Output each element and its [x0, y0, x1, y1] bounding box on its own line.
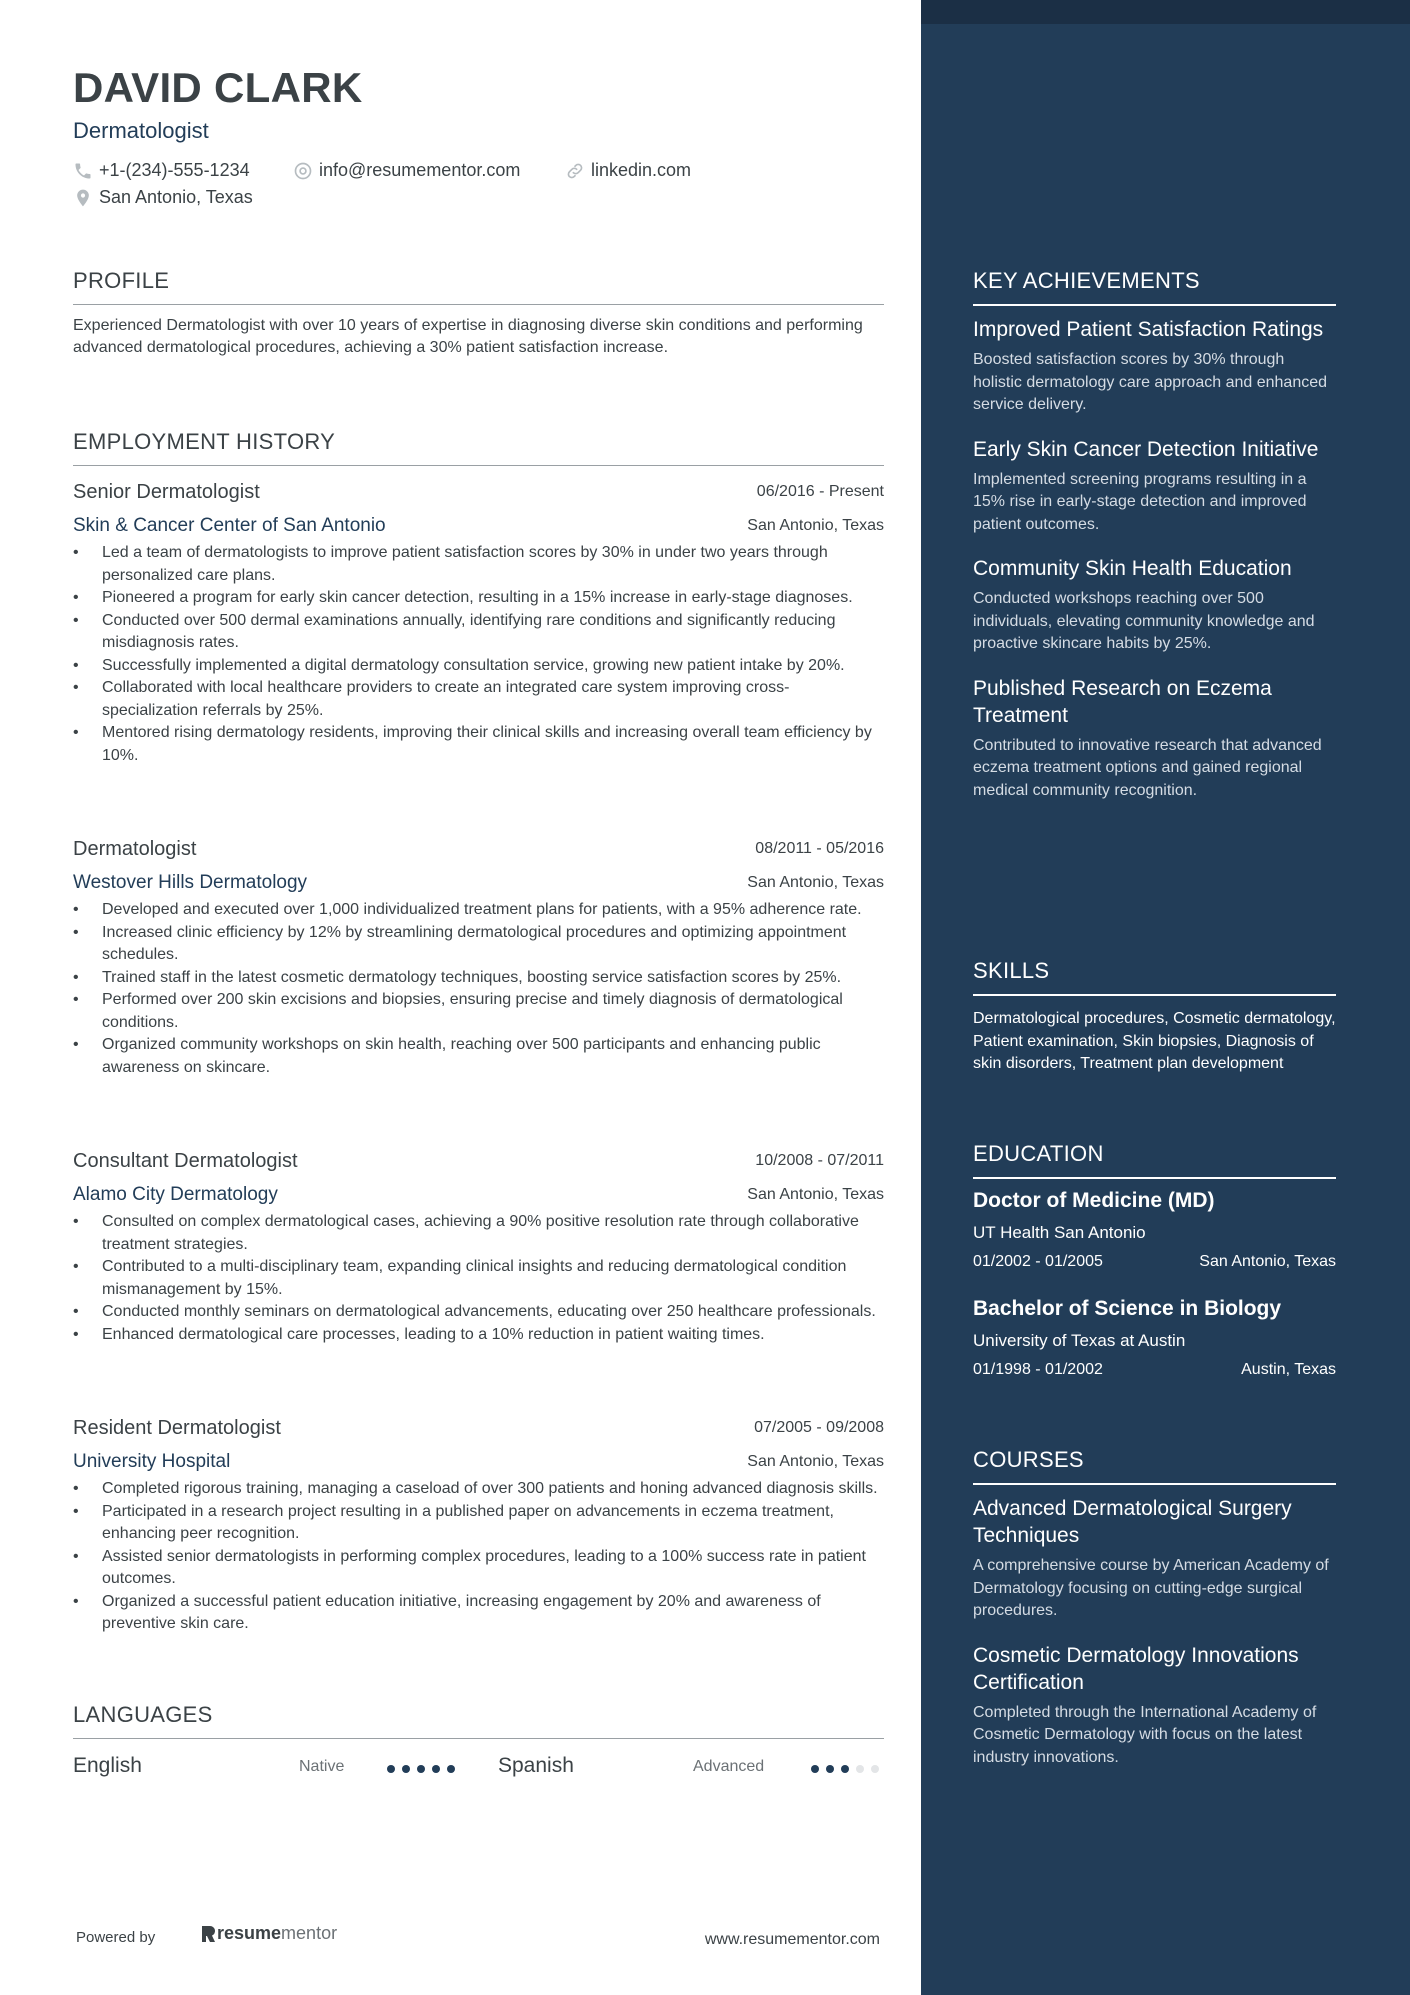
job-bullet: • Organized community workshops on skin health, reaching over 500 participants and enhancing public awareness on skincare. [73, 1034, 884, 1079]
education-degree: Doctor of Medicine (MD) [973, 1189, 1215, 1212]
job-bullet: • Enhanced dermatological care processes, leading to a 10% reduction in patient waiting times. [73, 1324, 884, 1347]
rating-dot-filled [387, 1765, 395, 1773]
languages-section [73, 1702, 884, 1739]
linkedin-text: linkedin.com [591, 160, 692, 180]
achievement-desc: Contributed to innovative research that advanced eczema treatment options and gained regional medical community recognition. [973, 736, 1322, 799]
language-rating [387, 1765, 455, 1773]
education-degree: Bachelor of Science in Biology [973, 1297, 1282, 1320]
languages-list [73, 1754, 884, 1784]
rating-dot-filled [811, 1765, 819, 1773]
location-text: San Antonio, Texas [99, 187, 253, 207]
job-bullets [73, 542, 884, 767]
rating-dot-filled [417, 1765, 425, 1773]
skills-heading: SKILLS [973, 958, 1050, 983]
education-heading: EDUCATION [973, 1141, 1104, 1166]
job-entry [73, 1417, 884, 1636]
achievement-desc: Conducted workshops reaching over 500 individuals, elevating community knowledge and proactive skincare habits by 25%. [973, 590, 1315, 652]
language-name: Spanish [498, 1754, 574, 1777]
job-bullet: • Led a team of dermatologists to improve patient satisfaction scores by 30% in under two years through personalized care plans. [73, 542, 884, 587]
language-level: Advanced [693, 1758, 765, 1775]
achievement-title: Early Skin Cancer Detection Initiative [973, 437, 1319, 461]
language-name: English [73, 1754, 142, 1777]
education-location: San Antonio, Texas [1199, 1253, 1336, 1270]
phone-text: +1-(234)-555-1234 [99, 160, 250, 180]
at-icon [293, 161, 313, 181]
courses-heading: COURSES [973, 1447, 1084, 1472]
powered-by-text: Powered by [76, 1929, 156, 1946]
job-bullet: • Mentored rising dermatology residents, improving their clinical skills and increasing overall team efficiency by 10%. [73, 722, 884, 767]
section-divider [973, 1177, 1336, 1179]
sidebar-top-band [921, 0, 1410, 24]
job-role: Senior Dermatologist [73, 481, 260, 503]
resumementor-logo[interactable] [199, 1923, 337, 1944]
job-bullets [73, 1478, 884, 1636]
language-rating [811, 1765, 879, 1773]
profile-section [73, 268, 884, 359]
job-entry [73, 1150, 884, 1346]
job-location: San Antonio, Texas [747, 517, 884, 534]
email-text: info@resumementor.com [319, 160, 521, 180]
contact-linkedin[interactable] [565, 160, 691, 181]
job-bullets [73, 1211, 884, 1346]
section-divider [73, 465, 884, 466]
job-bullet: • Increased clinic efficiency by 12% by streamlining dermatological procedures and optimizing appointment schedules. [73, 922, 884, 967]
section-divider [973, 994, 1336, 996]
job-bullet: • Pioneered a program for early skin cancer detection, resulting in a 15% increase in early-stage diagnoses. [73, 587, 884, 610]
job-bullet: • Successfully implemented a digital dermatology consultation service, growing new patient intake by 20%. [73, 655, 884, 678]
footer [73, 1915, 884, 1948]
section-divider [73, 1738, 884, 1739]
section-divider [973, 304, 1336, 306]
job-location: San Antonio, Texas [747, 1186, 884, 1203]
job-bullets [73, 899, 884, 1079]
section-divider [73, 304, 884, 305]
job-company: Westover Hills Dermatology [73, 872, 308, 893]
education-section [973, 1141, 1336, 1383]
job-bullet: • Conducted over 500 dermal examinations annually, identifying rare conditions and significantly reducing misdiagnosis rates. [73, 610, 884, 655]
rating-dot-filled [402, 1765, 410, 1773]
job-role: Resident Dermatologist [73, 1417, 281, 1439]
course-desc: Completed through the International Academy of Cosmetic Dermatology with focus on the latest industry innovations. [973, 1703, 1317, 1766]
logo-text-bold: resume [217, 1923, 282, 1943]
job-role: Consultant Dermatologist [73, 1150, 298, 1172]
rating-dot-filled [826, 1765, 834, 1773]
education-school: University of Texas at Austin [973, 1331, 1186, 1350]
rating-dot-filled [447, 1765, 455, 1773]
section-divider [973, 1483, 1336, 1485]
achievements-section [973, 268, 1336, 802]
link-icon [565, 161, 585, 181]
achievements-heading: KEY ACHIEVEMENTS [973, 268, 1200, 293]
rating-dot-empty [871, 1765, 879, 1773]
achievement-desc: Boosted satisfaction scores by 30% through holistic dermatology care approach and enhanced service delivery. [973, 351, 1328, 413]
achievement-title: Improved Patient Satisfaction Ratings [973, 318, 1324, 341]
skills-section [973, 958, 1336, 1076]
profile-heading: PROFILE [73, 268, 170, 293]
job-dates: 06/2016 - Present [756, 483, 884, 500]
rating-dot-filled [841, 1765, 849, 1773]
education-location: Austin, Texas [1241, 1361, 1336, 1378]
courses-section [973, 1447, 1336, 1769]
contact-email[interactable] [293, 160, 520, 181]
job-dates: 07/2005 - 09/2008 [754, 1419, 884, 1436]
contact-location [73, 187, 253, 208]
location-pin-icon [73, 188, 93, 208]
resumementor-logo-icon [199, 1924, 217, 1944]
job-location: San Antonio, Texas [747, 874, 884, 891]
logo-text-rest: mentor [281, 1923, 338, 1943]
employment-heading: EMPLOYMENT HISTORY [73, 429, 336, 454]
job-dates: 10/2008 - 07/2011 [755, 1152, 884, 1169]
rating-dot-filled [432, 1765, 440, 1773]
sidebar [921, 0, 1410, 1995]
job-company: Skin & Cancer Center of San Antonio [73, 515, 386, 536]
rating-dot-empty [856, 1765, 864, 1773]
achievement-title: Community Skin Health Education [973, 557, 1292, 580]
profile-text: Experienced Dermatologist with over 10 years of expertise in diagnosing diverse skin conditions and performing advanced dermatological procedures, achieving a 30% patient satisfaction increase. [73, 317, 863, 356]
employment-section [73, 429, 884, 466]
website-link[interactable]: www.resumementor.com [704, 1931, 880, 1948]
job-bullet: • Assisted senior dermatologists in performing complex procedures, leading to a 100% success rate in patient outcomes. [73, 1546, 884, 1591]
job-bullet: • Participated in a research project resulting in a published paper on advancements in eczema treatment, enhancing peer recognition. [73, 1501, 884, 1546]
languages-heading: LANGUAGES [73, 1702, 213, 1727]
job-bullet: • Performed over 200 skin excisions and biopsies, ensuring precise and timely diagnosis of dermatological conditions. [73, 989, 884, 1034]
job-bullet: • Trained staff in the latest cosmetic dermatology techniques, boosting service satisfaction scores by 25%. [73, 967, 884, 990]
job-bullet: • Collaborated with local healthcare providers to create an integrated care system improving cross-specialization referrals by 25%. [73, 677, 884, 722]
job-bullet: • Completed rigorous training, managing a caseload of over 300 patients and honing advanced diagnosis skills. [73, 1478, 884, 1501]
job-bullet: • Organized a successful patient education initiative, increasing engagement by 20% and awareness of preventive skin care. [73, 1591, 884, 1636]
language-level: Native [299, 1758, 345, 1775]
education-dates: 01/1998 - 01/2002 [973, 1361, 1103, 1378]
achievement-title: Published Research on Eczema Treatment [973, 676, 1272, 727]
job-company: Alamo City Dermatology [73, 1184, 278, 1205]
education-dates: 01/2002 - 01/2005 [973, 1253, 1103, 1270]
education-school: UT Health San Antonio [973, 1223, 1146, 1242]
achievement-desc: Implemented screening programs resulting in a 15% rise in early-stage detection and improved patient outcomes. [973, 470, 1307, 533]
phone-icon [73, 161, 93, 181]
job-bullet: • Conducted monthly seminars on dermatological advancements, educating over 250 healthcare professionals. [73, 1301, 884, 1324]
course-title: Advanced Dermatological Surgery Techniques [973, 1497, 1292, 1547]
candidate-name: DAVID CLARK [73, 64, 363, 111]
contact-phone[interactable] [73, 160, 250, 181]
job-entry [73, 838, 884, 1079]
job-title: Dermatologist [73, 118, 209, 143]
course-desc: A comprehensive course by American Academy of Dermatology focusing on cutting-edge surgical procedures. [973, 1557, 1329, 1619]
job-location: San Antonio, Texas [747, 1453, 884, 1470]
job-company: University Hospital [73, 1451, 231, 1472]
job-role: Dermatologist [73, 838, 197, 860]
job-bullet: • Developed and executed over 1,000 individualized treatment plans for patients, with a 95% adherence rate. [73, 899, 884, 922]
course-title: Cosmetic Dermatology Innovations Certification [973, 1643, 1299, 1694]
job-entry [73, 481, 884, 767]
skills-list: Dermatological procedures, Cosmetic dermatology, Patient examination, Skin biopsies, Diagnosis of skin disorders, Treatment plan development [973, 1010, 1336, 1072]
job-bullet: • Contributed to a multi-disciplinary team, expanding clinical insights and reducing dermatological condition mismanagement by 15%. [73, 1256, 884, 1301]
job-dates: 08/2011 - 05/2016 [755, 840, 884, 857]
job-bullet: • Consulted on complex dermatological cases, achieving a 90% positive resolution rate through collaborative treatment strategies. [73, 1211, 884, 1256]
